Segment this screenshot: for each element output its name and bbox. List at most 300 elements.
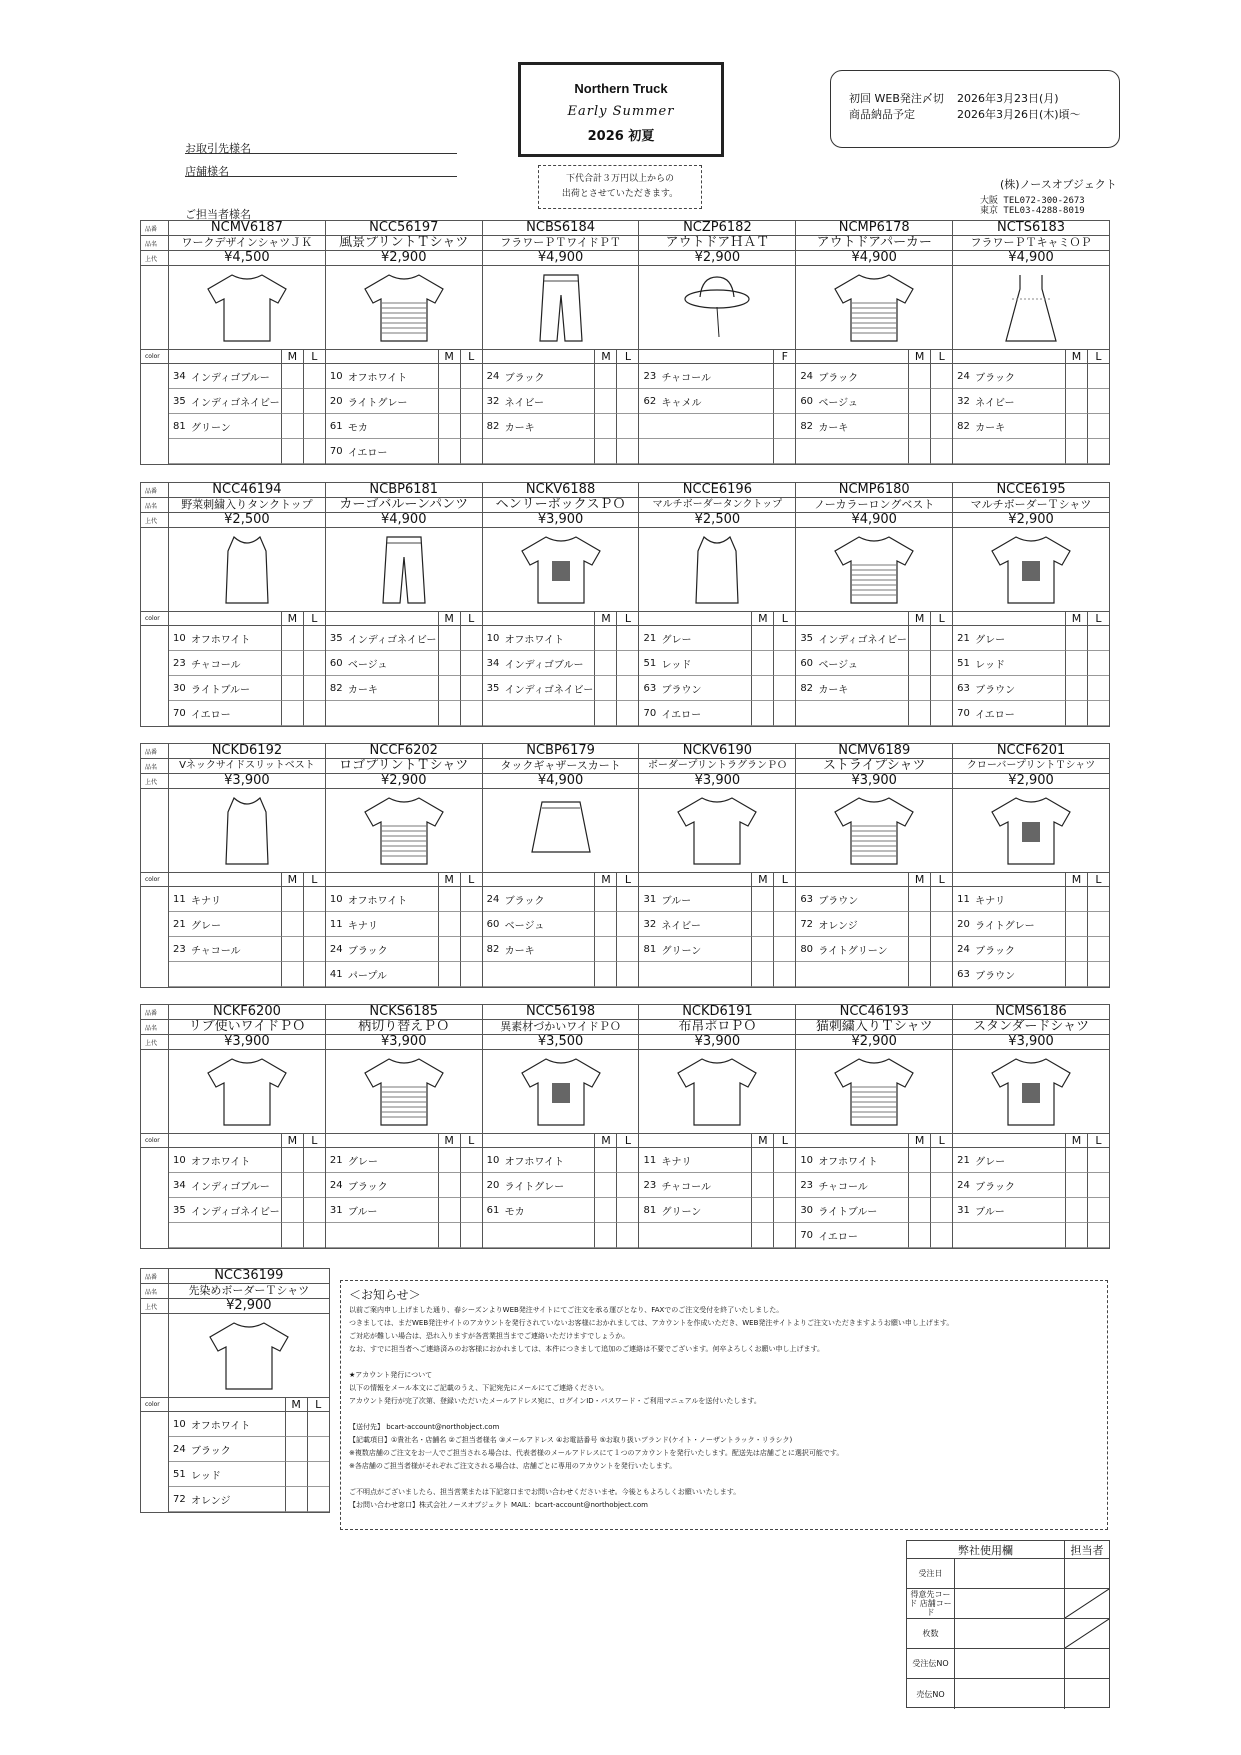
quantity-input[interactable]	[594, 887, 616, 912]
quantity-input[interactable]	[438, 414, 460, 439]
product-image	[169, 266, 326, 349]
quantity-input[interactable]	[438, 676, 460, 701]
quantity-input[interactable]	[460, 439, 482, 464]
office-input[interactable]	[955, 1679, 1065, 1709]
quantity-input[interactable]	[773, 626, 795, 651]
staff-name-field[interactable]: ご担当者様名	[185, 208, 251, 221]
garment-sketch-icon	[976, 269, 1086, 347]
quantity-input[interactable]	[773, 912, 795, 937]
quantity-input[interactable]	[1087, 676, 1109, 701]
quantity-input[interactable]	[1087, 414, 1109, 439]
quantity-input[interactable]	[460, 389, 482, 414]
size-header: M L	[326, 1134, 483, 1147]
color-row: 82 カーキ	[483, 414, 640, 439]
garment-sketch-icon	[349, 531, 459, 609]
quantity-input[interactable]	[908, 651, 930, 676]
color-row: 63 ブラウン	[953, 962, 1109, 987]
quantity-input[interactable]	[930, 364, 952, 389]
quantity-input[interactable]	[1087, 887, 1109, 912]
quantity-input[interactable]	[930, 439, 952, 464]
quantity-input[interactable]	[616, 701, 638, 726]
quantity-input[interactable]	[751, 962, 773, 987]
quantity-input[interactable]	[751, 626, 773, 651]
quantity-input[interactable]	[773, 651, 795, 676]
quantity-input[interactable]	[594, 701, 616, 726]
quantity-input[interactable]	[438, 962, 460, 987]
quantity-input[interactable]	[438, 1173, 460, 1198]
quantity-input[interactable]	[594, 439, 616, 464]
quantity-input[interactable]	[751, 937, 773, 962]
color-row: 41 パープル	[326, 962, 483, 987]
quantity-input[interactable]	[751, 651, 773, 676]
quantity-input[interactable]	[303, 676, 325, 701]
quantity-input[interactable]	[285, 1487, 307, 1512]
color-row: 35 インディゴネイビー	[326, 626, 483, 651]
quantity-input[interactable]	[594, 676, 616, 701]
quantity-input[interactable]	[460, 887, 482, 912]
office-use-title: 弊社使用欄	[907, 1541, 1065, 1558]
notice-line: ※各店舗のご担当者様がそれぞれご注文される場合は、店舗ごとに専用のアカウントを発行いたします。	[349, 1462, 677, 1470]
quantity-input[interactable]	[594, 912, 616, 937]
quantity-input[interactable]	[908, 887, 930, 912]
quantity-input[interactable]	[438, 912, 460, 937]
quantity-input[interactable]	[438, 651, 460, 676]
office-input[interactable]	[955, 1619, 1065, 1648]
quantity-input[interactable]	[1087, 912, 1109, 937]
product-image	[639, 1050, 796, 1133]
quantity-input[interactable]	[281, 701, 303, 726]
quantity-input[interactable]	[594, 1148, 616, 1173]
quantity-input[interactable]	[303, 1148, 325, 1173]
color-row	[796, 701, 953, 726]
product-code: NCBP6179	[483, 744, 640, 758]
quantity-input[interactable]	[908, 676, 930, 701]
quantity-input[interactable]	[307, 1462, 329, 1487]
quantity-input[interactable]	[751, 1173, 773, 1198]
color-row: 34 インディゴブルー	[169, 364, 326, 389]
quantity-input[interactable]	[908, 389, 930, 414]
quantity-input[interactable]	[930, 1173, 952, 1198]
quantity-input[interactable]	[281, 439, 303, 464]
size-header: M L	[326, 873, 483, 886]
quantity-input[interactable]	[303, 937, 325, 962]
quantity-input[interactable]	[594, 651, 616, 676]
quantity-input[interactable]	[460, 912, 482, 937]
quantity-input[interactable]	[1087, 962, 1109, 987]
quantity-input[interactable]	[303, 1198, 325, 1223]
quantity-input[interactable]	[594, 1223, 616, 1248]
color-row	[639, 1223, 796, 1248]
quantity-input[interactable]	[594, 962, 616, 987]
quantity-input[interactable]	[751, 701, 773, 726]
color-row-label: color	[141, 612, 169, 625]
quantity-input[interactable]	[281, 962, 303, 987]
quantity-input[interactable]	[930, 937, 952, 962]
quantity-input[interactable]	[281, 1223, 303, 1248]
delivery-label: 商品納品予定	[849, 108, 915, 121]
product-price: ¥3,900	[169, 774, 326, 788]
quantity-input[interactable]	[303, 962, 325, 987]
size-header: M L	[326, 612, 483, 625]
color-row: 35 インディゴネイビー	[169, 389, 326, 414]
quantity-input[interactable]	[1087, 364, 1109, 389]
product-price: ¥2,900	[1008, 513, 1054, 527]
quantity-input[interactable]	[281, 1148, 303, 1173]
quantity-input[interactable]	[307, 1437, 329, 1462]
product-image	[326, 1050, 483, 1133]
quantity-input[interactable]	[751, 912, 773, 937]
quantity-input[interactable]	[1065, 1198, 1087, 1223]
quantity-input[interactable]	[281, 389, 303, 414]
quantity-input[interactable]	[751, 1223, 773, 1248]
quantity-input[interactable]	[908, 1148, 930, 1173]
quantity-input[interactable]	[616, 364, 638, 389]
quantity-input[interactable]	[594, 389, 616, 414]
quantity-input[interactable]	[773, 414, 795, 439]
quantity-input[interactable]	[594, 626, 616, 651]
quantity-input[interactable]	[438, 1198, 460, 1223]
office-input[interactable]	[955, 1649, 1065, 1678]
color-row: 32 ネイビー	[483, 389, 640, 414]
quantity-input[interactable]	[438, 389, 460, 414]
product-image	[169, 1050, 326, 1133]
quantity-input[interactable]	[460, 364, 482, 389]
quantity-input[interactable]	[460, 626, 482, 651]
color-row: 61 モカ	[483, 1198, 640, 1223]
quantity-input[interactable]	[751, 1148, 773, 1173]
quantity-input[interactable]	[1087, 1223, 1109, 1248]
quantity-input[interactable]	[1087, 439, 1109, 464]
quantity-input[interactable]	[460, 1198, 482, 1223]
quantity-input[interactable]	[930, 414, 952, 439]
product-block-4	[140, 1004, 1110, 1249]
color-row: 60 ベージュ	[796, 651, 953, 676]
quantity-input[interactable]	[303, 389, 325, 414]
garment-sketch-icon	[976, 531, 1086, 609]
quantity-input[interactable]	[773, 439, 795, 464]
product-code: NCKV6190	[639, 744, 796, 758]
quantity-input[interactable]	[616, 1223, 638, 1248]
product-name: 異素材づかいワイドＰＯ	[483, 1020, 640, 1034]
quantity-input[interactable]	[930, 1198, 952, 1223]
office-row-label: 枚数	[907, 1619, 955, 1648]
quantity-input[interactable]	[303, 414, 325, 439]
quantity-input[interactable]	[908, 701, 930, 726]
quantity-input[interactable]	[616, 1148, 638, 1173]
quantity-input[interactable]	[594, 364, 616, 389]
product-price: ¥3,900	[169, 1035, 326, 1049]
product-price: ¥2,500	[639, 513, 796, 527]
garment-sketch-icon	[192, 269, 302, 347]
quantity-input[interactable]	[1065, 701, 1087, 726]
quantity-input[interactable]	[616, 887, 638, 912]
quantity-input[interactable]	[438, 1148, 460, 1173]
quantity-input[interactable]	[616, 626, 638, 651]
product-image	[483, 789, 640, 872]
quantity-input[interactable]	[773, 1223, 795, 1248]
row-label: 品番	[141, 744, 169, 758]
quantity-input[interactable]	[303, 887, 325, 912]
quantity-input[interactable]	[930, 701, 952, 726]
color-row: 35 インディゴネイビー	[169, 1198, 326, 1223]
quantity-input[interactable]	[438, 364, 460, 389]
quantity-input[interactable]	[303, 701, 325, 726]
quantity-input[interactable]	[1087, 937, 1109, 962]
quantity-input[interactable]	[1087, 1148, 1109, 1173]
color-row-label: color	[141, 1134, 169, 1147]
notice-line	[349, 1473, 1099, 1486]
product-name: ワークデザインシャツＪＫ	[169, 236, 326, 250]
quantity-input[interactable]	[285, 1462, 307, 1487]
quantity-input[interactable]	[773, 701, 795, 726]
color-row: 24 ブラック	[169, 1437, 329, 1462]
color-row: 11 キナリ	[326, 912, 483, 937]
quantity-input[interactable]	[438, 701, 460, 726]
product-image	[169, 789, 326, 872]
quantity-input[interactable]	[303, 364, 325, 389]
quantity-input[interactable]	[773, 887, 795, 912]
quantity-input[interactable]	[281, 364, 303, 389]
quantity-input[interactable]	[616, 389, 638, 414]
quantity-input[interactable]	[908, 912, 930, 937]
product-code: NCKD6192	[169, 744, 326, 758]
quantity-input[interactable]	[1065, 626, 1087, 651]
size-header: M L	[483, 1134, 640, 1147]
quantity-input[interactable]	[285, 1412, 307, 1437]
quantity-input[interactable]	[751, 676, 773, 701]
quantity-input[interactable]	[460, 937, 482, 962]
size-header: M L	[169, 1134, 326, 1147]
quantity-input[interactable]	[616, 439, 638, 464]
quantity-input[interactable]	[303, 439, 325, 464]
quantity-input[interactable]	[616, 937, 638, 962]
office-input[interactable]	[955, 1589, 1065, 1618]
notice-line	[349, 1408, 1099, 1421]
quantity-input[interactable]	[1065, 439, 1087, 464]
product-code: NCMV6187	[169, 221, 326, 235]
quantity-input[interactable]	[773, 1198, 795, 1223]
quantity-input[interactable]	[908, 1223, 930, 1248]
quantity-input[interactable]	[773, 1148, 795, 1173]
color-row: 10 オフホワイト	[169, 1412, 329, 1437]
quantity-input[interactable]	[908, 414, 930, 439]
color-row: 21 グレー	[953, 626, 1109, 651]
quantity-input[interactable]	[1065, 1148, 1087, 1173]
quantity-input[interactable]	[438, 887, 460, 912]
quantity-input[interactable]	[1087, 389, 1109, 414]
row-label: 品名	[141, 498, 169, 512]
quantity-input[interactable]	[930, 389, 952, 414]
color-row: 24 ブラック	[483, 364, 640, 389]
product-name: カーゴバルーンパンツ	[326, 498, 483, 512]
quantity-input[interactable]	[281, 1173, 303, 1198]
quantity-input[interactable]	[773, 962, 795, 987]
size-header: M L	[953, 873, 1109, 886]
quantity-input[interactable]	[616, 1198, 638, 1223]
quantity-input[interactable]	[285, 1437, 307, 1462]
color-row: 32 ネイビー	[953, 389, 1109, 414]
quantity-input[interactable]	[303, 1223, 325, 1248]
product-name: 野菜刺繍入りタンクトップ	[169, 498, 326, 512]
quantity-input[interactable]	[438, 439, 460, 464]
quantity-input[interactable]	[438, 1223, 460, 1248]
notice-line: 【お問い合わせ窓口】株式会社ノースオブジェクト MAIL：bcart-account@northobject.com	[349, 1501, 648, 1509]
tel-info: 大阪 TEL072-300-2673 東京 TEL03-4288-8019	[980, 196, 1085, 216]
quantity-input[interactable]	[1065, 1173, 1087, 1198]
quantity-input[interactable]	[303, 626, 325, 651]
quantity-input[interactable]	[1065, 414, 1087, 439]
product-name: アウトドアＨＡＴ	[639, 236, 796, 250]
quantity-input[interactable]	[930, 676, 952, 701]
quantity-input[interactable]	[930, 887, 952, 912]
quantity-input[interactable]	[616, 962, 638, 987]
quantity-input[interactable]	[930, 962, 952, 987]
quantity-input[interactable]	[1065, 887, 1087, 912]
quantity-input[interactable]	[307, 1487, 329, 1512]
product-name: アウトドアパーカー	[796, 236, 953, 250]
garment-sketch-icon	[506, 792, 616, 870]
quantity-input[interactable]	[908, 937, 930, 962]
quantity-input[interactable]	[1065, 912, 1087, 937]
color-row: 11 キナリ	[953, 887, 1109, 912]
notice-line: なお、すでに担当者へご連絡済みのお客様におかれましては、本件につきまして追加のご連絡は不要でございます。何卒よろしくお願い申し上げます。	[349, 1345, 824, 1353]
quantity-input[interactable]	[281, 676, 303, 701]
product-image	[483, 266, 640, 349]
quantity-input[interactable]	[460, 1148, 482, 1173]
garment-sketch-icon	[192, 792, 302, 870]
product-price: ¥2,900	[796, 1035, 953, 1049]
quantity-input[interactable]	[908, 439, 930, 464]
quantity-input[interactable]	[930, 626, 952, 651]
office-row-label: 受注伝NO	[907, 1649, 955, 1678]
quantity-input[interactable]	[281, 626, 303, 651]
row-label: 上代	[141, 1035, 169, 1049]
quantity-input[interactable]	[1087, 701, 1109, 726]
quantity-input[interactable]	[930, 1223, 952, 1248]
quantity-input[interactable]	[281, 912, 303, 937]
quantity-input[interactable]	[281, 887, 303, 912]
quantity-input[interactable]	[438, 626, 460, 651]
quantity-input[interactable]	[303, 1173, 325, 1198]
quantity-input[interactable]	[1065, 937, 1087, 962]
quantity-input[interactable]	[594, 1173, 616, 1198]
quantity-input[interactable]	[1087, 651, 1109, 676]
quantity-input[interactable]	[616, 651, 638, 676]
color-row: 80 ライトグリーン	[796, 937, 953, 962]
product-price: ¥3,900	[326, 1035, 483, 1049]
quantity-input[interactable]	[616, 1173, 638, 1198]
size-header: M L	[796, 1134, 953, 1147]
product-price: ¥3,900	[639, 774, 796, 788]
quantity-input[interactable]	[1065, 651, 1087, 676]
quantity-input[interactable]	[303, 912, 325, 937]
quantity-input[interactable]	[616, 912, 638, 937]
office-row-label: 売伝NO	[907, 1679, 955, 1709]
quantity-input[interactable]	[460, 414, 482, 439]
quantity-input[interactable]	[908, 364, 930, 389]
quantity-input[interactable]	[281, 651, 303, 676]
quantity-input[interactable]	[908, 1198, 930, 1223]
customer-name-field[interactable]: お取引先様名	[185, 140, 457, 154]
quantity-input[interactable]	[460, 676, 482, 701]
quantity-input[interactable]	[773, 389, 795, 414]
quantity-input[interactable]	[908, 1173, 930, 1198]
quantity-input[interactable]	[930, 1148, 952, 1173]
quantity-input[interactable]	[773, 937, 795, 962]
size-header: M L	[639, 1134, 796, 1147]
color-row: 70 イエロー	[169, 701, 326, 726]
quantity-input[interactable]	[773, 1173, 795, 1198]
color-row	[169, 1223, 326, 1248]
quantity-input[interactable]	[616, 414, 638, 439]
quantity-input[interactable]	[930, 651, 952, 676]
quantity-input[interactable]	[438, 937, 460, 962]
quantity-input[interactable]	[307, 1412, 329, 1437]
quantity-input[interactable]	[1065, 962, 1087, 987]
quantity-input[interactable]	[1065, 1223, 1087, 1248]
color-row	[639, 439, 796, 464]
quantity-input[interactable]	[460, 1173, 482, 1198]
product-name: フラワーＰＴキャミＯＰ	[970, 236, 1092, 249]
size-header: M L	[796, 350, 953, 363]
size-header: M L	[796, 612, 953, 625]
color-row: 30 ライトブルー	[796, 1198, 953, 1223]
color-row	[483, 962, 640, 987]
store-name-field[interactable]: 店舗様名	[185, 163, 457, 177]
color-row: 23 チャコール	[169, 937, 326, 962]
quantity-input[interactable]	[281, 937, 303, 962]
quantity-input[interactable]	[751, 1198, 773, 1223]
product-block-5	[140, 1268, 330, 1513]
quantity-input[interactable]	[460, 1223, 482, 1248]
quantity-input[interactable]	[751, 887, 773, 912]
office-input[interactable]	[955, 1559, 1065, 1588]
quantity-input[interactable]	[616, 676, 638, 701]
quantity-input[interactable]	[773, 676, 795, 701]
quantity-input[interactable]	[1087, 626, 1109, 651]
quantity-input[interactable]	[1087, 1198, 1109, 1223]
quantity-input[interactable]	[460, 701, 482, 726]
quantity-input[interactable]	[594, 1198, 616, 1223]
quantity-input[interactable]	[460, 962, 482, 987]
quantity-input[interactable]	[594, 414, 616, 439]
product-name: フラワーＰＴワイドＰＴ	[483, 236, 640, 250]
quantity-input[interactable]	[1065, 676, 1087, 701]
quantity-input[interactable]	[281, 414, 303, 439]
color-row: 24 ブラック	[326, 937, 483, 962]
product-name: スタンダードシャツ	[972, 1020, 1090, 1034]
quantity-input[interactable]	[908, 626, 930, 651]
quantity-input[interactable]	[460, 651, 482, 676]
quantity-input[interactable]	[773, 364, 795, 389]
color-row: 11 キナリ	[639, 1148, 796, 1173]
quantity-input[interactable]	[1087, 1173, 1109, 1198]
product-image	[953, 1050, 1109, 1133]
quantity-input[interactable]	[1065, 389, 1087, 414]
quantity-input[interactable]	[930, 912, 952, 937]
quantity-input[interactable]	[908, 962, 930, 987]
color-row: 82 カーキ	[483, 937, 640, 962]
quantity-input[interactable]	[303, 651, 325, 676]
notice-line: ※複数店舗のご注文をお一人でご担当される場合は、代表者様のメールアドレスにて１つのアカウントを発行いたします。配送先は店舗ごとに選択可能です。	[349, 1449, 844, 1457]
size-header: M L	[169, 873, 326, 886]
quantity-input[interactable]	[1065, 364, 1087, 389]
product-image	[169, 528, 326, 611]
product-name: マルチボーダータンクトップ	[639, 498, 796, 512]
quantity-input[interactable]	[281, 1198, 303, 1223]
quantity-input[interactable]	[594, 937, 616, 962]
color-row: 72 オレンジ	[169, 1487, 329, 1512]
